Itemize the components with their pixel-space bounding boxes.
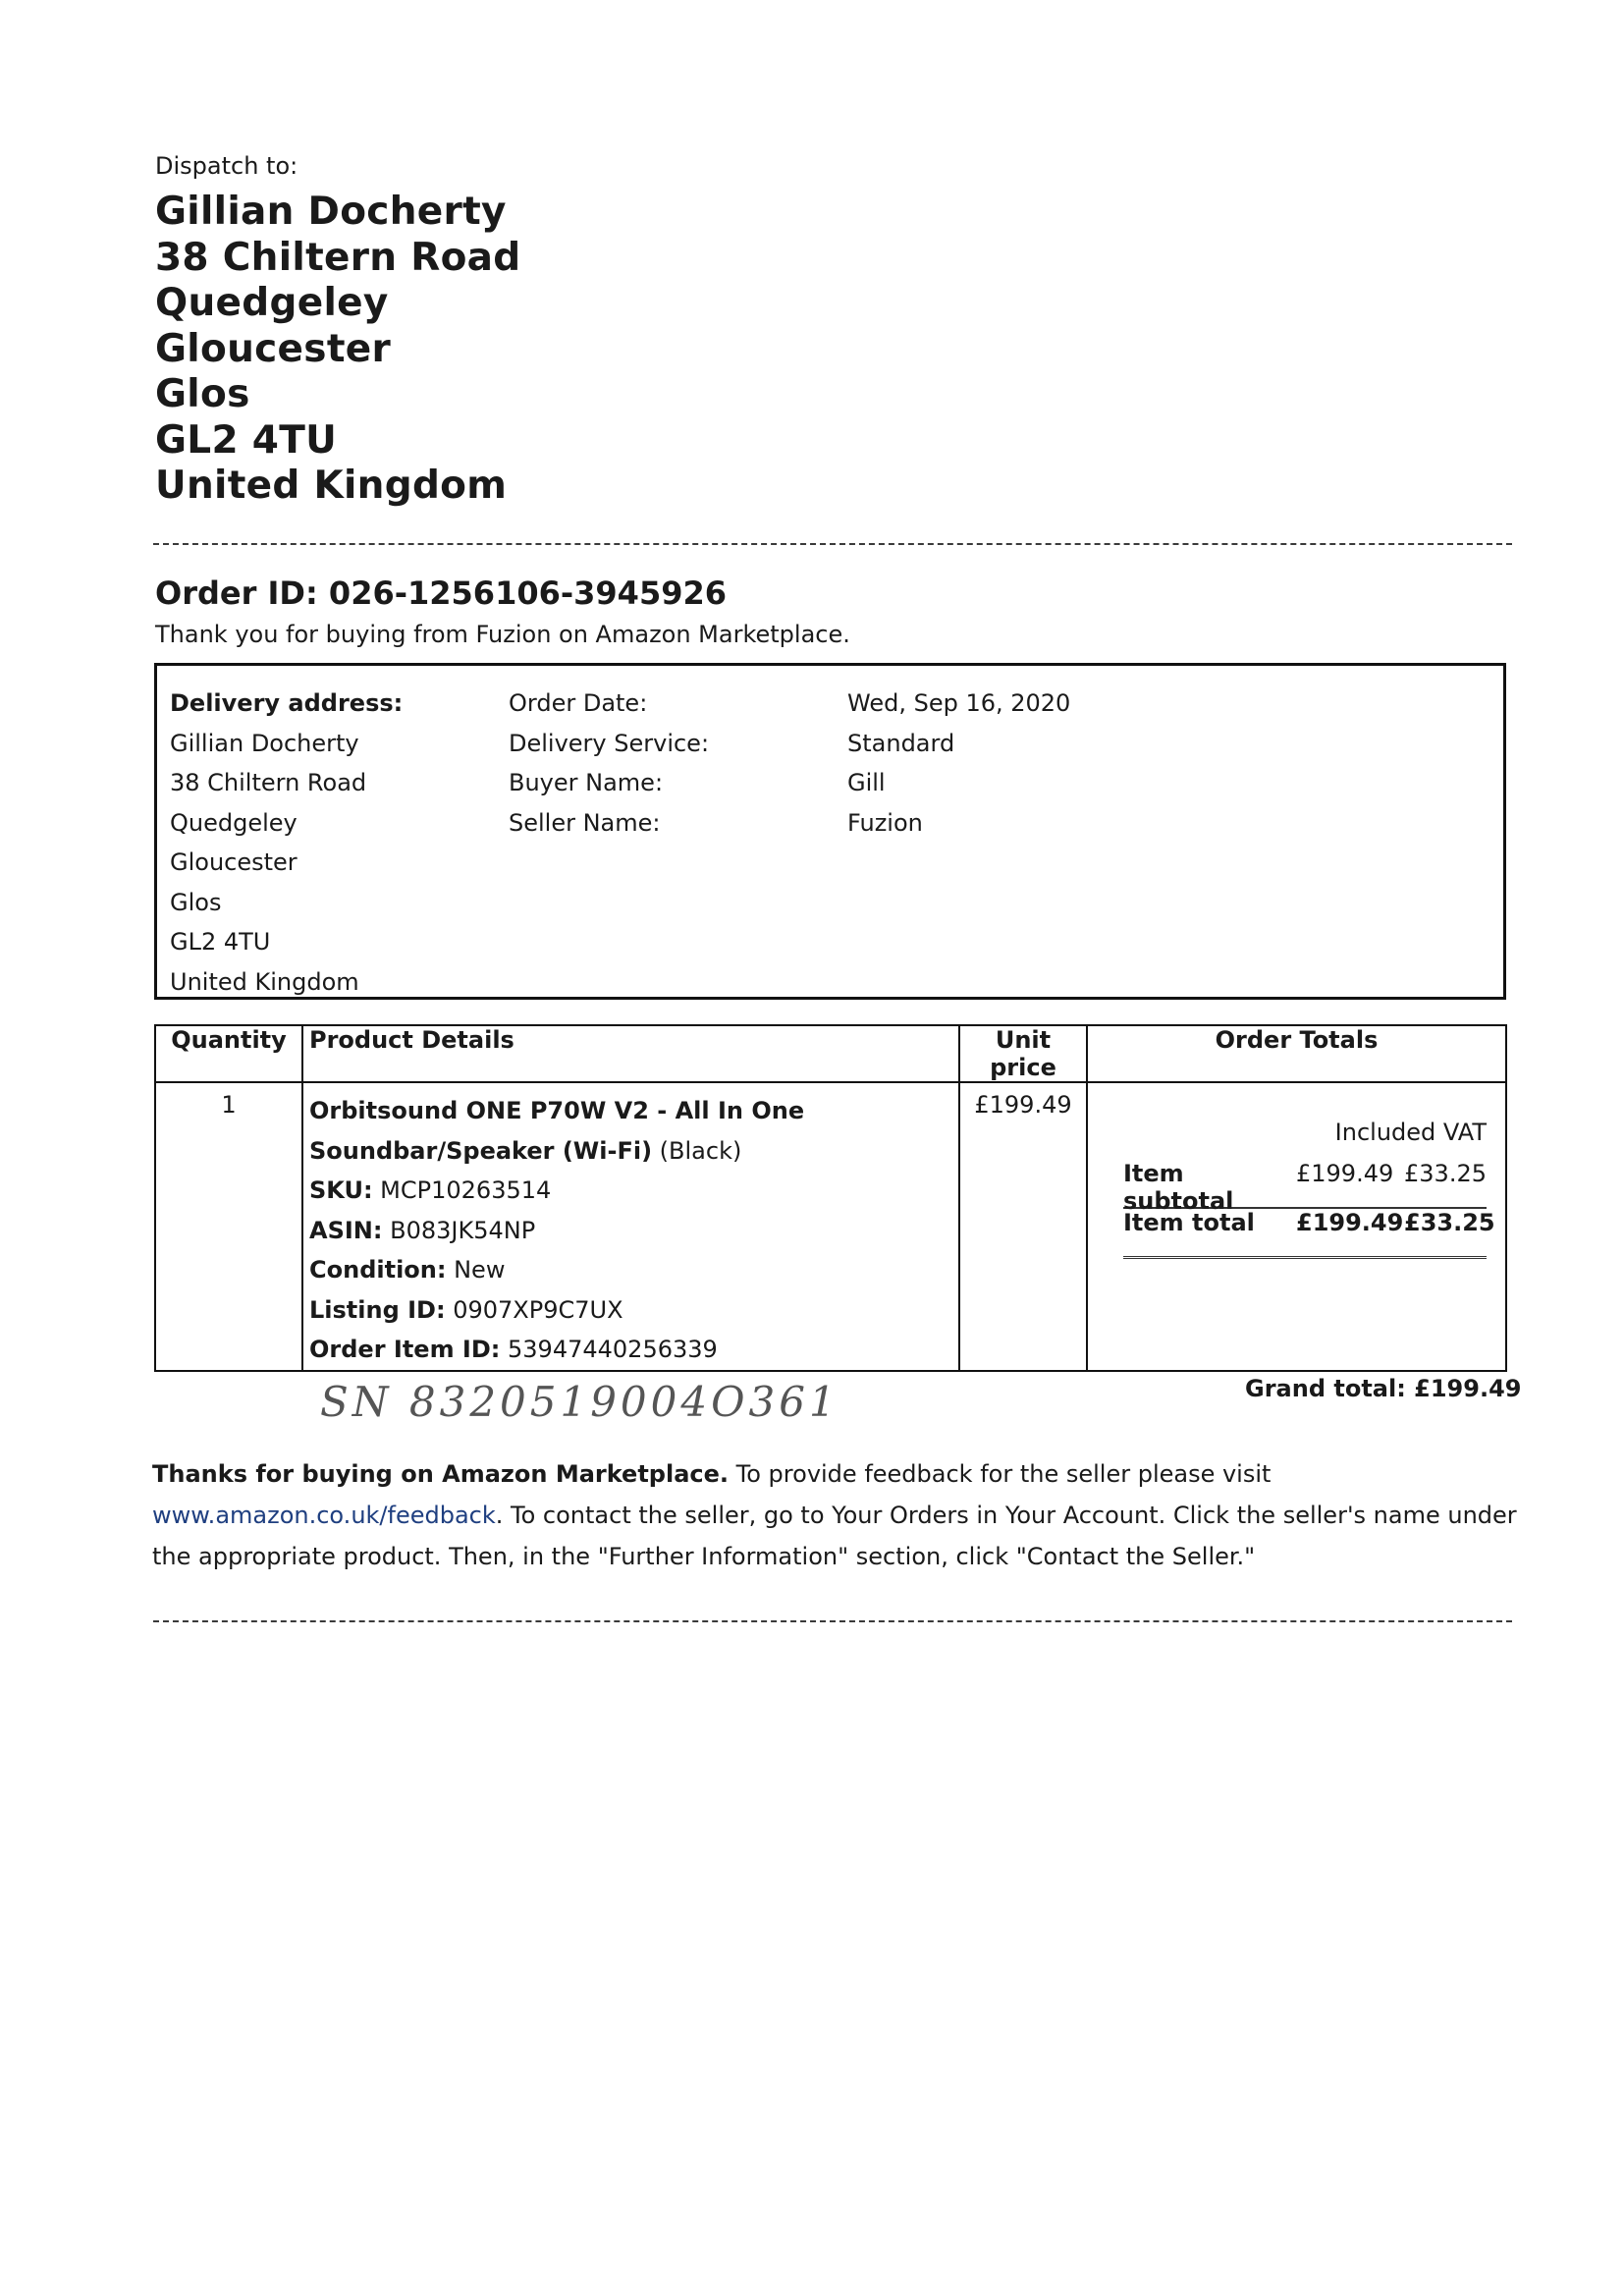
handwritten-serial-number: SN 8320519004O361 <box>320 1378 839 1426</box>
thank-you-line: Thank you for buying from Fuzion on Amazon Marketplace. <box>155 621 850 648</box>
item-title-line1: Orbitsound ONE P70W V2 - All In One <box>309 1097 805 1124</box>
cut-line-top <box>153 543 1512 545</box>
item-details <box>302 1082 959 1371</box>
dispatch-line: Gloucester <box>155 326 392 371</box>
totals-grid <box>1123 1119 1495 1259</box>
item-total-vat: £33.25 <box>1404 1209 1495 1236</box>
item-asin: ASIN: B083JK54NP <box>309 1216 536 1244</box>
dispatch-address <box>155 190 521 510</box>
item-total-value: £199.49 <box>1296 1209 1404 1236</box>
item-order-item-id: Order Item ID: 53947440256339 <box>309 1336 718 1363</box>
item-total-row <box>1123 1209 1495 1259</box>
delivery-line: Gillian Docherty <box>170 729 359 757</box>
delivery-line: 38 Chiltern Road <box>170 769 367 796</box>
delivery-address <box>170 683 403 1002</box>
grand-total: Grand total: £199.49 <box>1245 1375 1522 1402</box>
buyer-name-label: Buyer Name: <box>509 769 664 796</box>
order-date-value: Wed, Sep 16, 2020 <box>847 689 1071 717</box>
dispatch-label: Dispatch to: <box>155 152 298 180</box>
footer-text-1: To provide feedback for the seller please visit <box>729 1460 1272 1488</box>
feedback-link[interactable]: www.amazon.co.uk/feedback <box>152 1502 496 1529</box>
item-subtotal-vat: £33.25 <box>1404 1160 1487 1187</box>
footer-bold-lead: Thanks for buying on Amazon Marketplace. <box>152 1460 730 1488</box>
dispatch-line: 38 Chiltern Road <box>155 235 521 280</box>
footer-text <box>152 1453 1517 1577</box>
item-listing-id: Listing ID: 0907XP9C7UX <box>309 1295 623 1324</box>
dispatch-line: Gillian Docherty <box>155 190 507 234</box>
order-field-values <box>847 683 1070 843</box>
item-unit-price: £199.49 <box>959 1082 1087 1371</box>
item-condition: Condition: New <box>309 1256 506 1284</box>
order-field-labels <box>509 683 709 843</box>
delivery-service-label: Delivery Service: <box>509 729 710 757</box>
order-totals-header: Order Totals <box>1087 1025 1506 1082</box>
table-header-row <box>155 1025 1506 1082</box>
delivery-service-value: Standard <box>847 729 955 757</box>
dispatch-line: Quedgeley <box>155 281 389 325</box>
item-title-line2: Soundbar/Speaker (Wi-Fi) (Black) <box>309 1136 742 1165</box>
delivery-line: Gloucester <box>170 848 298 876</box>
items-table <box>154 1024 1507 1372</box>
included-vat-label: Included VAT <box>1334 1119 1487 1146</box>
cut-line-bottom <box>153 1620 1512 1622</box>
delivery-line: Glos <box>170 888 222 916</box>
buyer-name-value: Gill <box>847 769 886 796</box>
item-subtotal-value: £199.49 <box>1296 1160 1394 1187</box>
item-subtotal-row <box>1123 1160 1487 1215</box>
dispatch-line: Glos <box>155 372 250 416</box>
unit-price-header: Unit price <box>959 1025 1087 1082</box>
item-subtotal-label: Item subtotal <box>1123 1160 1234 1215</box>
quantity-header: Quantity <box>155 1025 302 1082</box>
item-quantity: 1 <box>155 1082 302 1371</box>
delivery-address-label: Delivery address: <box>170 689 404 717</box>
product-details-header: Product Details <box>302 1025 959 1082</box>
footer-text-2: . To contact the seller, go to Your Orders in Your Account. Click the seller's name under the appropriate product. Then, in the "Further Information" section, click "Contact the Seller." <box>152 1502 1517 1570</box>
item-totals <box>1087 1082 1506 1371</box>
delivery-line: GL2 4TU <box>170 928 271 956</box>
item-sku: SKU: MCP10263514 <box>309 1176 552 1204</box>
delivery-line: Quedgeley <box>170 808 298 837</box>
seller-name-value: Fuzion <box>847 808 923 837</box>
order-date-label: Order Date: <box>509 689 648 717</box>
order-info-box <box>154 663 1506 1000</box>
order-id: Order ID: 026-1256106-3945926 <box>155 574 727 612</box>
dispatch-line: United Kingdom <box>155 464 508 508</box>
item-total-label: Item total <box>1123 1209 1255 1236</box>
table-row <box>155 1082 1506 1371</box>
dispatch-line: GL2 4TU <box>155 417 338 463</box>
delivery-line: United Kingdom <box>170 967 359 996</box>
seller-name-label: Seller Name: <box>509 808 661 837</box>
